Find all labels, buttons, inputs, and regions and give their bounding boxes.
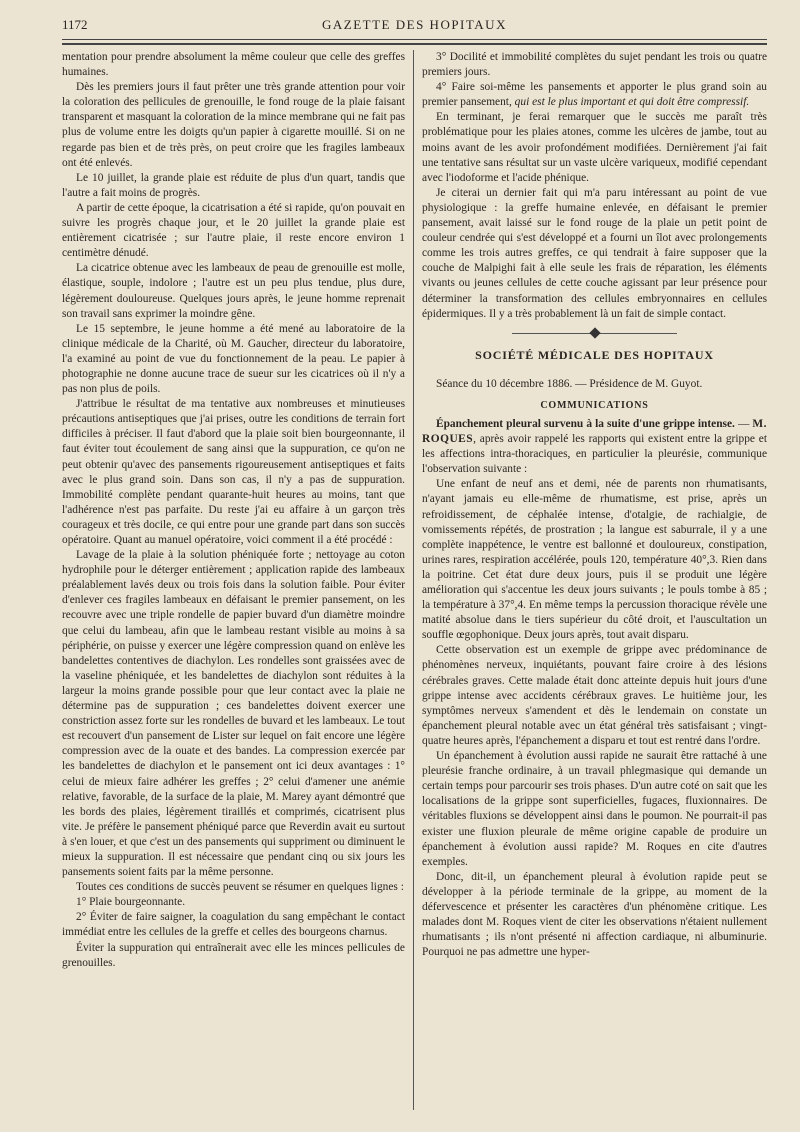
paragraph: J'attribue le résultat de ma tentative aux nombreuses et minutieuses précautions antiseptiques que j'ai prises, outre les conditions de terrain fort difficiles à préciser. Il faut d'abord que la plaie soit bien bourgeonnante, il faut éviter tout écoulement de sang ainsi que la suppuration, ce qu'on ne peut obtenir qu'avec des pansements rigoureusement antiseptiques et faits avec le plus grand soin. Dans son cas, il n'y a pas de suppuration. Immobilité complète pendant quarante-huit heures au moins, tant que l'adhérence n'est pas parfaite. Du reste j'ai eu affaire à un garçon très courageux et très docile, ce qui entre pour une grande part dans son succès opératoire. Quant au manuel opératoire, voici comment il a été procédé : xyxy=(62,398,405,546)
header-rule-thick xyxy=(62,43,767,45)
list-item: Éviter la suppuration qui entraînerait avec elle les minces pellicules de grenouilles. xyxy=(62,941,405,969)
paragraph: A partir de cette époque, la cicatrisation a été si rapide, qu'on pouvait en suivre les progrès chaque jour, et le 20 juillet la grande plaie est entièrement cicatrisée ; sur l'autre plaie, il reste encore environ 1 centimètre dénudé. xyxy=(62,201,405,260)
paragraph: Le 10 juillet, la grande plaie est réduite de plus d'un quart, tandis que l'autre a fait moins de progrès. xyxy=(62,171,405,199)
column-divider xyxy=(413,50,414,1110)
header-rule xyxy=(62,39,767,40)
paragraph: Donc, dit-il, un épanchement pleural à évolution rapide peut se développer à la période terminale de la grippe, au moment de la défervescence et présenter les caractères d'un phénomène critique. Les malades dont M. Roques vient de citer les observations n'étaient nullement rhumatisants ; ils n'ont présenté ni affection cardiaque, ni albuminurie. Pourquoi ne pas admettre une hyper- xyxy=(422,870,767,959)
right-column xyxy=(422,50,767,960)
paragraph: Cette observation est un exemple de grippe avec prédominance de phénomènes nerveux, inquiétants, pouvant faire croire à des lésions cérébrales graves. Cette malade était donc atteinte depuis huit jours d'une grippe intense avec accidents cérébraux graves. Le huitième jour, les symptômes nerveux s'amendent et dès le lendemain on constate un épanchement pleural notable avec un état général très satisfaisant ; vingt-quatre heures après, l'épanchement a disparu et tout est rentré dans l'ordre. xyxy=(422,644,767,747)
list-item: 2° Éviter de faire saigner, la coagulation du sang empêchant le contact immédiat entre les cellules de la greffe et celles des bourgeons charnus. xyxy=(62,911,405,939)
list-item xyxy=(422,80,767,110)
topic-heading: Épanchement pleural survenu à la suite d'une grippe intense. xyxy=(436,417,735,430)
paragraph: La cicatrice obtenue avec les lambeaux de peau de grenouille est molle, élastique, souple, indolore ; l'autre est un peu plus tendue, plus dure, légèrement douloureuse. Quelques jours après, le jeune homme reprenait son travail sans exprimer la moindre gêne. xyxy=(62,262,405,320)
paragraph xyxy=(422,417,767,477)
paragraph: Un épanchement à évolution aussi rapide ne saurait être rattaché à une pleurésie franche ordinaire, à un travail phlegmasique qui demande un certain temps pour parcourir ses trois phases. D'un autre coté on sait que les localisations de la grippe sont superficielles, fugaces, fluxionnaires. De véritables fluxions se développent ainsi dans le poumon. Ne pourrait-il pas exister une fluxion pleurale de même origine capable de produire un épanchement à évolution aussi rapide? M. Roques en cite d'autres exemples. xyxy=(422,750,767,868)
list-item-emphasis: qui est le plus important et qui doit être compressif. xyxy=(514,96,750,109)
paragraph: Le 15 septembre, le jeune homme a été mené au laboratoire de la clinique médicale de la Charité, où M. Gaucher, directeur du laboratoire, l'a examiné au point de vue du fonctionnement de la peau. Le papier à photographie ne donne aucune trace de sueur sur les cicatrices où il n'y a pas non plus de poils. xyxy=(62,322,405,396)
page-number: 1172 xyxy=(62,17,88,32)
paragraph: Lavage de la plaie à la solution phéniquée forte ; nettoyage au coton hydrophile pour le déterger entièrement ; application rapide des lambeaux préalablement lavés deux ou trois fois dans la solution faible. Pour éviter d'enlever ces fragiles lambeaux en défaisant le premier pansement, on les recouvre avec une triple rondelle de papier buvard d'un diamètre moindre que celui du lambeau, afin que le lambeau restant visible au moins à sa périphérie, on puisse y exercer une légère compression quand on enlève les bandelettes contentives de diachylon. Les rondelles sont graissées avec de la vaseline phéniquée, et les bandelettes de diachylon sont réduites à la largeur la moins grande possible pour que leur contact avec la plaie ne détermine pas de suppuration ; ces bandelettes doivent exercer une constriction assez forte sur les rondelles de buvard et les lambeaux. Le tout est recouvert d'un pansement de Lister sur lequel on fait encore une légère compression avec de la ouate et des bandes. La compression exercée par les bandelettes de diachylon et le pansement ont ici deux avantages : 1° celui de mieux faire adhérer les greffes ; 2° celui d'amener une anémie relative, favorable, de la surface de la plaie, M. Marey ayant démontré que les bords des plaies, légèrement tiraillés et comprimés, cicatrisent plus vite. Je préfère le pansement phéniqué parce que Reverdin avait eu surtout à s'en louer, et que c'est un des pansements qui suppriment ou diminuent le mieux la suppuration. Il est nécessaire que pendant cinq ou six jours les pansements soient faits par la même personne. xyxy=(62,549,405,879)
paragraph-text: , après avoir rappelé les rapports qui existent entre la grippe et les affections intra-thoraciques, en particulier la pleurésie, communique l'observation suivante : xyxy=(422,433,767,476)
paragraph: En terminant, je ferai remarquer que le succès me paraît très problématique pour les plaies atones, comme les ulcères de jambe, tout au moins avant de les avoir profondément modifiées. Dernièrement j'ai fait une tentative sans résultat sur un vaste ulcère variqueux, modifié cependant avec l'iodoforme et l'acide phénique. xyxy=(422,111,767,184)
left-column xyxy=(62,50,405,971)
list-item: 1° Plaie bourgeonnante. xyxy=(76,896,186,909)
page-header xyxy=(62,14,767,36)
separator-ornament xyxy=(589,327,600,338)
section-title: SOCIÉTÉ MÉDICALE DES HOPITAUX xyxy=(475,347,714,362)
author-name: M. ROQUES xyxy=(422,417,768,446)
list-item: 3° Docilité et immobilité complètes du sujet pendant les trois ou quatre premiers jours. xyxy=(422,51,767,79)
subsection-title: COMMUNICATIONS xyxy=(540,399,649,411)
paragraph: Dès les premiers jours il faut prêter une très grande attention pour voir la coloration des pellicules de grenouille, le fond rouge de la plaie faisant transparent et masquant la coloration de la mince membrane qui ne fait pas plus de volume entre les doigts qu'un papier à cigarette mouillé. Si on ne regarde pas bien et de très près, on peut croire que les fragiles lambeaux ont été enlevés. xyxy=(62,81,405,169)
journal-title: GAZETTE DES HOPITAUX xyxy=(322,17,507,32)
section-separator xyxy=(422,328,767,338)
paragraph: Toutes ces conditions de succès peuvent se résumer en quelques lignes : xyxy=(76,881,404,894)
session-line: Séance du 10 décembre 1886. — Présidence de M. Guyot. xyxy=(436,377,703,390)
paragraph: Une enfant de neuf ans et demi, née de parents non rhumatisants, n'ayant jamais eu elle-même de rhumatisme, est prise, après un refroidissement, de céphalée intense, d'otalgie, de rachialgie, de vomissements répétés, de prostration ; la langue est saburrale, il y a une complète inappétence, le ventre est ballonné et douloureux, constipation, urines rares, respiration accélérée, pouls 120, température 40°,3. Rien dans la poitrine. Cet état dure deux jours, puis il se produit une légère amélioration qui s'accentue les deux jours suivants ; le pouls tombe à 85 ; la température à 37°,4. En même temps la percussion thoracique révèle une matité absolue dans le tiers supérieur du côté droit, et l'auscultation un souffle œgophonique. Deux jours après, tout avait disparu. xyxy=(422,478,767,642)
topic-separator: — xyxy=(734,417,753,430)
paragraph: mentation pour prendre absolument la même couleur que celle des greffes humaines. xyxy=(62,51,405,79)
paragraph: Je citerai un dernier fait qui m'a paru intéressant au point de vue physiologique : la greffe humaine enlevée, en défaisant le premier pansement, avait laissé sur le fond rouge de la plaie un petit point de couleur cendrée qui s'est développé et a fourni un îlot avec prolongements comme les trois autres greffes, ce qui tendrait à faire supposer que la couche de Malpighi fait à elle seule les frais de réparation, les éléments vivants ou jeunes cellules de cette couche agissant par leur présence pour déterminer la transformation des cellules embryonnaires en cellules épidermiques. Il y a très probablement là un fait de simple contact. xyxy=(422,186,767,320)
list-item-text: 4° Faire soi-même les pansements et apporter le plus grand soin au premier pansement, xyxy=(422,81,767,109)
